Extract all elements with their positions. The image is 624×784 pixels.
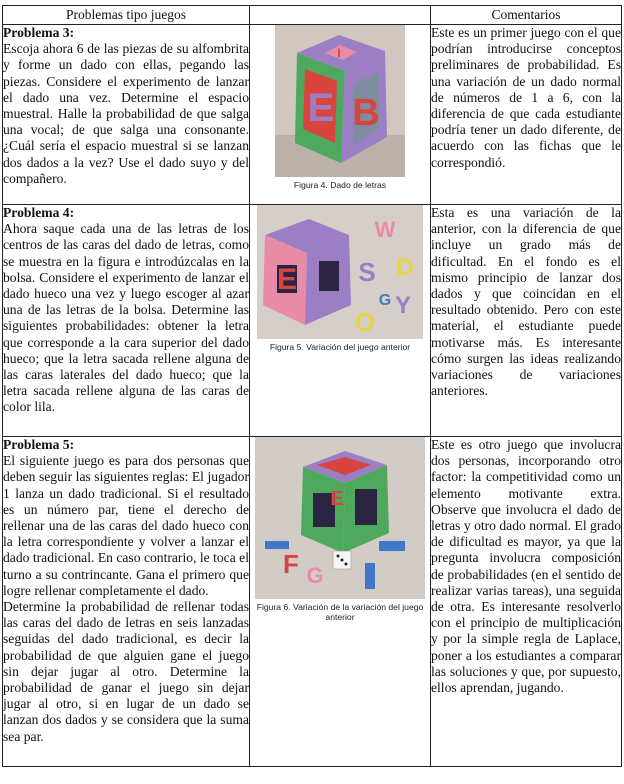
letter-mark: S (358, 257, 376, 287)
header-comments: Comentarios (431, 6, 622, 25)
problem-cell (3, 205, 250, 437)
table-row (3, 25, 622, 205)
figure-5-caption: Figura 5. Variación del juego anterior (269, 342, 411, 352)
problem-title: Problema 4: (3, 205, 75, 220)
letter-mark: E (330, 488, 344, 510)
header-row (3, 6, 622, 25)
letter-mark: G (306, 563, 324, 588)
problem-cell (3, 25, 250, 205)
comment-cell: Este es otro juego que involucra dos personas, incorporando otro factor: la competitividad como un elemento motivante extra. Observe que involucra el dado de letras y otro dado normal. El grado de dificultad es mayor, ya que la pregunta involucra composición de probabilidades (en el sentido de realizar varias tareas), una seguida de otra. Es interesante resolverlo con el principio de multiplicación y por la simple regla de Laplace, poner a los estudiantes a comparar las soluciones y que, por supuesto, ellos aprendan, jugando. (431, 437, 622, 767)
figure-cell (250, 205, 431, 437)
figure-cell (250, 25, 431, 205)
problem-text-continued: Determine la probabilidad de rellenar todas las caras del dado de letras en seis lanzadas seguidas del dado tradicional, es decir la probabilidad de que alguien gane el juego sin dejar jugar al otro. Determine la probabilidad de ganar el juego sin dejar jugar al otro, si en lugar de un dado se lanzan dos dados y se considera que la suma sea par. (3, 599, 249, 744)
problem-text: Ahora saque cada una de las letras de los centros de las caras del dado de letras, como se muestra en la figura e introdúzcalas en la bolsa. Considere el experimento de lanzar el dado hueco una vez y luego escoger al azar una de las letras de la bolsa. Determine las siguientes probabilidades: obtener la letra que corresponde a la cara superior del dado hueco; que la letra sacada rellene alguna de las caras laterales del dado hueco; que la letra sacada rellene alguna de las caras de color lila. (3, 221, 249, 415)
header-figures (250, 6, 431, 25)
letter-mark: I (337, 46, 341, 60)
header-problems: Problemas tipo juegos (3, 6, 250, 25)
problem-cell (3, 437, 250, 767)
table-row (3, 437, 622, 767)
figure-6-variation-of-variation-photo (255, 437, 425, 599)
letter-mark: Y (394, 292, 412, 319)
problem-text: Escoja ahora 6 de las piezas de su alfombrita y forme un dado con ellas, pegando las piezas. Considere el experimento de lanzar el dado una vez. Determine el espacio muestral. Halle la probabilidad de que salga una vocal; de que salga una consonante. ¿Cuál sería el espacio muestral si se lanzan dos dados a la vez? Use el dado suyo y del compañero. (3, 41, 249, 186)
figure-5-variation-photo (257, 205, 423, 339)
problem-text: El siguiente juego es para dos personas que deben seguir las siguientes reglas: El jugador 1 lanza un dado tradicional. Si el resultado es un número par, tiene el derecho de rellenar una de las caras del dado hueco con la letra correspondiente y volver a lanzar el dado tradicional. En caso contrario, le toca el turno a su contrincante. Gana el primero que logre rellenar completamente el dado. (3, 453, 249, 598)
problems-table (2, 5, 622, 767)
figure-4-letter-die-photo (275, 25, 405, 177)
table-row (3, 205, 622, 437)
figure-cell (250, 437, 431, 767)
letter-mark: E (276, 263, 298, 296)
letter-mark: W (374, 217, 396, 242)
letter-mark: E (307, 86, 335, 130)
comment-cell: Este es un primer juego con el que podrían introducirse conceptos preliminares de probabilidad. Es una variación de un dado normal de números de 1 a 6, con la diferencia de que cada estudiante podría tener un dado diferente, de acuerdo con las fichas que le correspondió. (431, 25, 622, 205)
letter-mark: D (396, 254, 414, 281)
figure-4-caption: Figura 4. Dado de letras (293, 180, 387, 190)
letter-mark: F (283, 549, 299, 579)
letter-mark: G (378, 292, 392, 309)
figure-6-caption: Figura 6. Variación de la variación del juego anterior (256, 602, 424, 622)
comment-cell: Esta es una variación de la anterior, con la diferencia de que incluye un grado más de dificultad. En el fondo es el mismo principio de lanzar dos dados y que coincidan en el resultado obtenido. Pero con este material, el estudiante puede motivarse más. Es interesante cómo surgen las ideas realizando variaciones de variaciones anteriores. (431, 205, 622, 437)
problem-title: Problema 3: (3, 25, 75, 40)
letter-mark: O (354, 307, 376, 337)
letter-mark: B (352, 92, 380, 134)
problem-title: Problema 5: (3, 437, 75, 452)
